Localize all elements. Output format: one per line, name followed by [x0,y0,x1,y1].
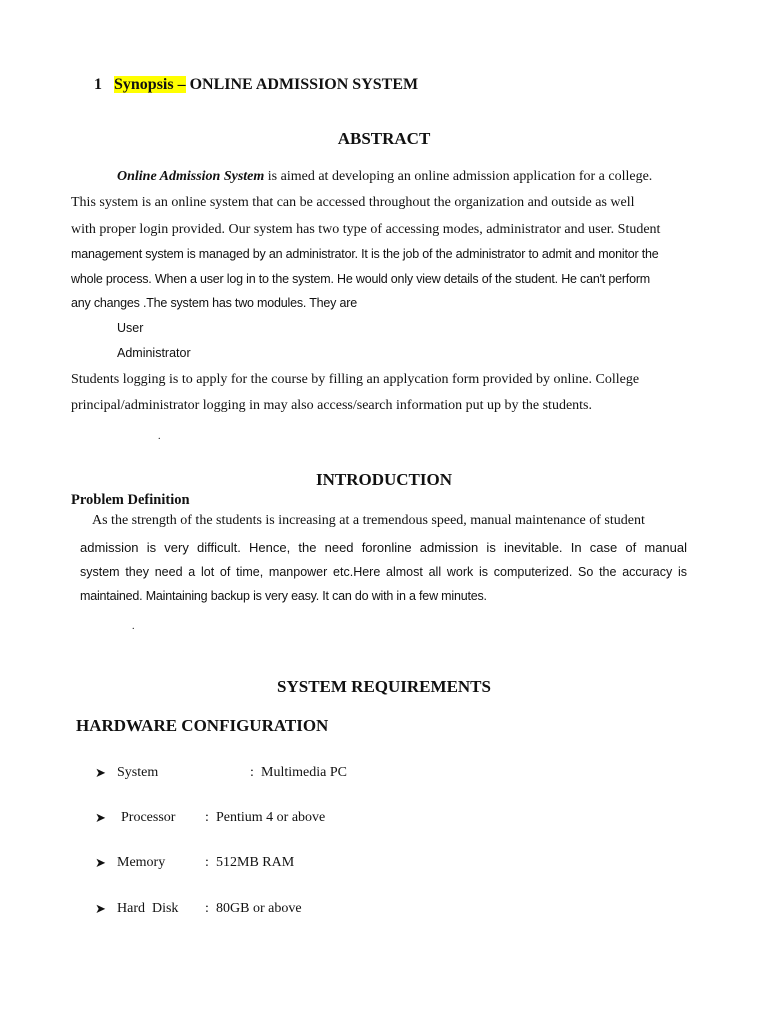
hardware-separator: : [250,765,254,780]
hardware-separator: : [205,810,209,825]
stray-dot: . [158,431,161,442]
hardware-value: 80GB or above [216,901,302,916]
intro-stray-dot: . [132,621,135,632]
intro-line-2 [80,535,687,560]
abstract-line-3 [71,216,660,242]
title-text: ONLINE ADMISSION SYSTEM [189,76,419,93]
hardware-label: Memory [117,855,166,870]
intro-line-2-text: admission is very difficult. Hence, the need foronline admission is inevitable. In case of manual [80,540,687,555]
hardware-item-system [0,765,768,785]
system-requirements-heading: SYSTEM REQUIREMENTS [277,677,491,696]
problem-definition-subheading: Problem Definition [71,492,190,508]
hardware-item-processor [0,810,768,830]
module-user: User [117,321,144,335]
intro-line-4: maintained. Maintaining backup is very easy. It can do with in a few minutes. [80,589,487,603]
hardware-label: Processor [121,810,176,825]
hardware-separator: : [205,855,209,870]
hardware-item-hard-disk [0,901,768,921]
hardware-value: Multimedia PC [261,765,347,780]
hardware-label: Hard Disk [117,901,179,916]
module-administrator: Administrator [117,346,191,360]
hardware-value: 512MB RAM [216,855,295,870]
intro-line-3 [80,560,687,585]
intro-line-1: As the strength of the students is increasing at a tremendous speed, manual maintenance of student [92,513,645,528]
arrow-bullet-icon: ➤ [95,901,106,916]
system-name-italic: Online Admission System [117,169,265,184]
intro-line-3-text: system they need a lot of time, manpower etc.Here almost all work is computerized. So the accuracy is [80,565,687,579]
abstract-line-1 [117,164,652,189]
arrow-bullet-icon: ➤ [95,810,106,825]
abstract-line-3-text: with proper login provided. Our system has two type of accessing modes, administrator and user. Student [71,222,661,237]
document-title [94,76,418,94]
abstract-line-2: This system is an online system that can be accessed throughout the organization and outside as well [71,195,635,210]
hardware-configuration-heading: HARDWARE CONFIGURATION [76,716,329,735]
abstract-line-8: principal/administrator logging in may also access/search information put up by the students. [71,398,592,413]
section-number: 1 [94,76,102,93]
abstract-line-6: any changes .The system has two modules. They are [71,296,357,310]
hardware-label: System [117,765,159,780]
arrow-bullet-icon: ➤ [95,765,106,780]
hardware-item-memory [0,855,768,875]
abstract-heading: ABSTRACT [337,129,431,148]
hardware-value: Pentium 4 or above [216,810,326,825]
abstract-line-1-rest: is aimed at developing an online admission application for a college. [267,169,653,184]
abstract-line-7: Students logging is to apply for the course by filling an applycation form provided by online. College [71,372,640,387]
arrow-bullet-icon: ➤ [95,855,106,870]
abstract-line-5: whole process. When a user log in to the system. He would only view details of the student. He can't perform [71,272,650,286]
abstract-line-4: management system is managed by an administrator. It is the job of the administrator to admit and monitor the [71,247,659,261]
synopsis-highlight: Synopsis – [114,76,186,93]
introduction-heading: INTRODUCTION [315,470,453,489]
hardware-separator: : [205,901,209,916]
